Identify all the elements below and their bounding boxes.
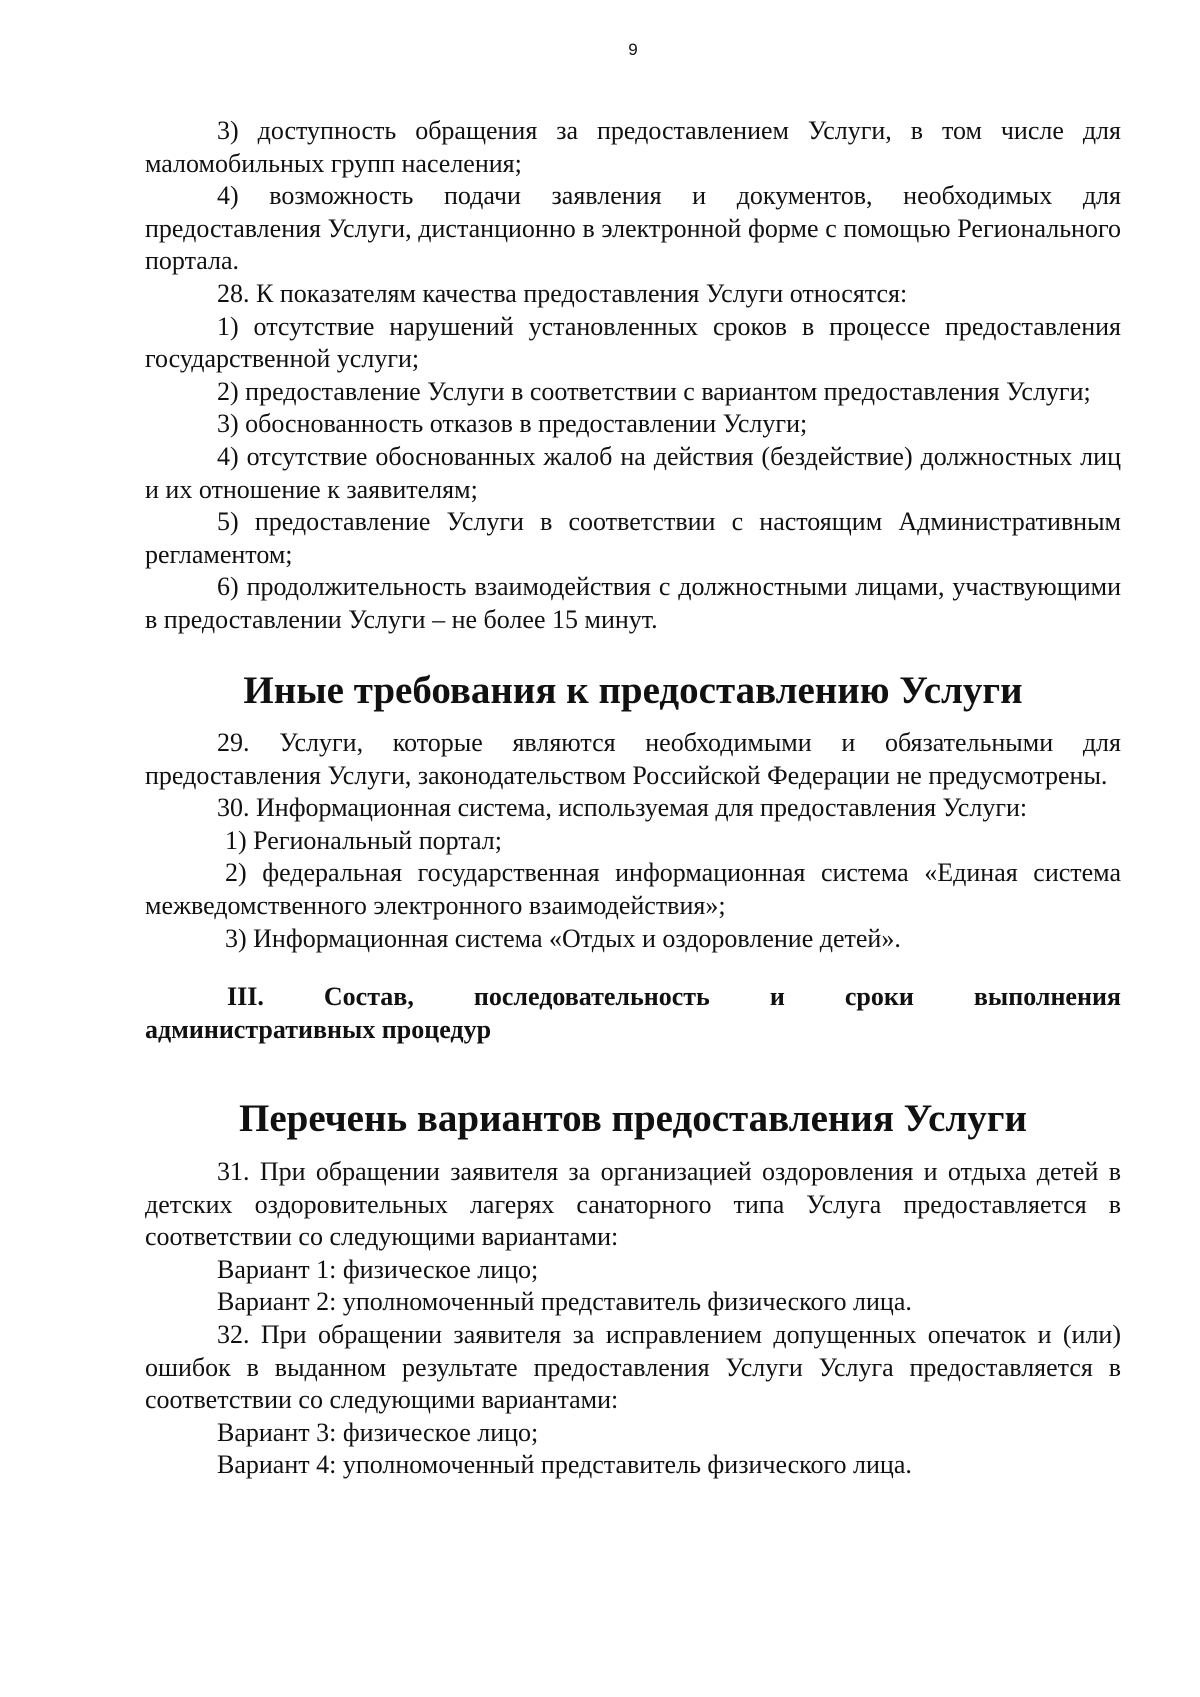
paragraph-quality-6: 6) продолжительность взаимодействия с должностными лицами, участвующими в предоставлении Услуги – не более 15 минут. xyxy=(145,572,1121,634)
variant-1: Вариант 1: физическое лицо; xyxy=(217,1254,539,1284)
section-heading-word: выполнения xyxy=(973,982,1121,1012)
paragraph-quality-3: 3) обоснованность отказов в предоставлении Услуги; xyxy=(217,409,808,439)
section-heading-word: III. xyxy=(227,982,264,1012)
heading-variants-list: Перечень вариантов предоставления Услуги xyxy=(239,1097,1027,1141)
page-number: 9 xyxy=(628,40,638,59)
section-heading-word: Состав, xyxy=(323,982,414,1012)
paragraph-remote-submission: 4) возможность подачи заявления и документов, необходимых для предоставления Услуги, дистанционно в электронной форме с помощью Регионального портала. xyxy=(145,181,1121,276)
paragraph-quality-5: 5) предоставление Услуги в соответствии с настоящим Административным регламентом; xyxy=(145,507,1121,569)
section-heading-word: последовательность xyxy=(473,982,710,1012)
paragraph-31: 31. При обращении заявителя за организацией оздоровления и отдыха детей в детских оздоровительных лагерях санаторного типа Услуга предоставляется в соответствии со следующими вариантами: xyxy=(145,1157,1121,1252)
paragraph-32: 32. При обращении заявителя за исправлением допущенных опечаток и (или) ошибок в выданном результате предоставления Услуги Услуга предоставляется в соответствии со следующими вариантами: xyxy=(145,1320,1121,1415)
paragraph-30-item-1: 1) Региональный портал; xyxy=(225,825,502,855)
section-heading-word: сроки xyxy=(844,982,914,1012)
section-heading-line1 xyxy=(145,981,1121,1014)
section-heading-line2: административных процедур xyxy=(145,1014,492,1044)
paragraph-30-item-3: 3) Информационная система «Отдых и оздоровление детей». xyxy=(225,923,901,953)
document-page xyxy=(145,40,1121,1482)
heading-other-requirements: Иные требования к предоставлению Услуги xyxy=(243,668,1023,712)
paragraph-28: 28. К показателям качества предоставления Услуги относятся: xyxy=(217,278,908,308)
section-iii-heading xyxy=(145,981,1121,1046)
paragraph-quality-4: 4) отсутствие обоснованных жалоб на действия (бездействие) должностных лиц и их отношение к заявителям; xyxy=(145,441,1121,504)
paragraph-30-item-2: 2) федеральная государственная информационная система «Единая система межведомственного электронного взаимодействия»; xyxy=(145,858,1121,921)
paragraph-accessibility: 3) доступность обращения за предоставлением Услуги, в том числе для маломобильных групп населения; xyxy=(145,116,1121,178)
section-heading-word: и xyxy=(769,982,785,1012)
paragraph-29: 29. Услуги, которые являются необходимыми и обязательными для предоставления Услуги, законодательством Российской Федерации не предусмотрены. xyxy=(145,728,1121,790)
paragraph-quality-1: 1) отсутствие нарушений установленных сроков в процессе предоставления государственной услуги; xyxy=(145,311,1121,374)
variant-2: Вариант 2: уполномоченный представитель физического лица. xyxy=(217,1287,912,1317)
variant-4: Вариант 4: уполномоченный представитель физического лица. xyxy=(217,1450,912,1480)
paragraph-30: 30. Информационная система, используемая для предоставления Услуги: xyxy=(217,793,1028,823)
paragraph-quality-2: 2) предоставление Услуги в соответствии с вариантом предоставления Услуги; xyxy=(217,376,1091,406)
variant-3: Вариант 3: физическое лицо; xyxy=(217,1417,539,1447)
